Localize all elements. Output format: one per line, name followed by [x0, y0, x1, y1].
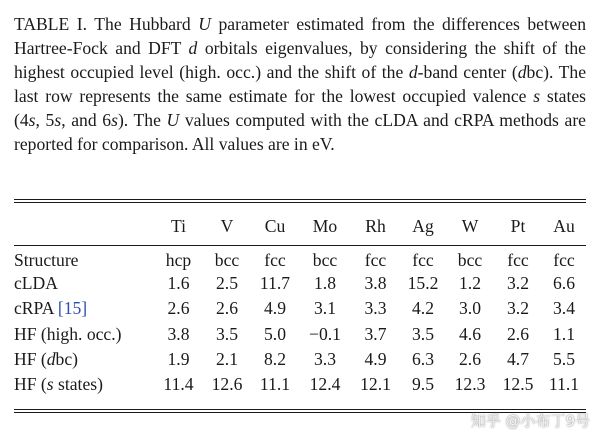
column-header: Mo [312, 215, 338, 236]
table-cell: hcp [165, 250, 192, 271]
table-cell: 4.2 [412, 298, 434, 319]
table-cell: 3.3 [314, 348, 336, 369]
row-label: Structure [14, 250, 79, 271]
table-cell: 12.4 [309, 374, 341, 395]
table-cell: bcc [312, 250, 338, 271]
table-cell: 11.1 [548, 374, 580, 395]
table-cell: fcc [553, 250, 575, 271]
table-cell: 1.2 [459, 273, 481, 294]
table-cell: 8.2 [264, 348, 286, 369]
column-header: Ti [170, 215, 187, 236]
table-cell: 15.2 [407, 273, 439, 294]
table-cell: 12.6 [211, 374, 243, 395]
table-row-hf-dbc [14, 347, 586, 372]
caption-label: TABLE I. [14, 14, 88, 34]
table-cell: bcc [214, 250, 240, 271]
table-cell: 2.6 [459, 348, 481, 369]
table-cell: fcc [507, 250, 529, 271]
table-cell: 9.5 [412, 374, 434, 395]
top-rule-2 [14, 202, 586, 203]
table-cell: 5.0 [264, 323, 286, 344]
table-cell: −0.1 [309, 323, 341, 344]
row-label: HF (dbc) [14, 348, 79, 369]
row-label: cRPA [15] [14, 298, 88, 319]
table-cell: 11.4 [163, 374, 194, 395]
table-cell: fcc [264, 250, 286, 271]
table-cell: 3.2 [507, 273, 529, 294]
table-cell: 6.6 [553, 273, 575, 294]
table-cell: 4.9 [264, 298, 286, 319]
table-cell: 3.3 [364, 298, 387, 319]
column-header: Cu [264, 215, 286, 236]
table-cell: 4.7 [507, 348, 529, 369]
table-cell: 11.7 [259, 273, 291, 294]
table-cell: 1.6 [167, 273, 190, 294]
table-cell: 2.5 [216, 273, 238, 294]
table-cell: 4.6 [459, 323, 481, 344]
table-cell: 11.1 [259, 374, 291, 395]
row-label: HF (s states) [14, 374, 103, 395]
table-cell: 5.5 [553, 348, 575, 369]
table-cell: fcc [364, 250, 387, 271]
table-cell: 2.6 [167, 298, 190, 319]
table-cell: 2.6 [216, 298, 238, 319]
row-label: cLDA [14, 273, 58, 294]
table-cell: 6.3 [412, 348, 434, 369]
table-cell: 3.5 [216, 323, 238, 344]
table-cell: 3.8 [167, 323, 190, 344]
table-cell: 2.6 [507, 323, 529, 344]
hubbard-u-table [14, 206, 586, 397]
caption-text: TABLE I. The Hubbard U parameter estimated from the differences between Hartree-Fock and DFT d orbitals eigenvalues, by considering the shift of the highest occupied level (high. occ.) and the shift of the d-band center (dbc). The last row represents the same estimate for the lowest occupied valence s states (4s, 5s, and 6s). The U values computed with the cLDA and cRPA methods are reported for comparison. All values are in eV. [14, 14, 587, 154]
column-header: Ag [412, 215, 434, 236]
column-header: V [220, 215, 234, 236]
table-cell: 3.5 [412, 323, 434, 344]
table-cell: 1.9 [167, 348, 190, 369]
column-header: Au [553, 215, 575, 236]
top-rule-1 [14, 199, 586, 200]
table-cell: 3.2 [507, 298, 529, 319]
column-header: Rh [365, 215, 386, 236]
table-cell: 12.3 [454, 374, 486, 395]
row-label: HF (high. occ.) [14, 323, 122, 344]
table-row-hf-s-states [14, 372, 586, 397]
header-corner [14, 206, 154, 246]
table-cell: 3.1 [314, 298, 336, 319]
citation-link[interactable]: [15] [57, 298, 88, 319]
column-header: W [461, 215, 479, 236]
table-cell: 2.1 [216, 348, 238, 369]
table-cell: 3.0 [459, 298, 481, 319]
table-cell: 12.5 [502, 374, 534, 395]
watermark: 知乎 @小布丁9号 [470, 412, 590, 430]
table-cell: 12.1 [360, 374, 391, 395]
table-row-clda [14, 271, 586, 296]
table-cell: 3.7 [364, 323, 387, 344]
column-header: Pt [510, 215, 526, 236]
table-cell: bcc [457, 250, 483, 271]
table-cell: 1.1 [553, 323, 575, 344]
table-row-crpa [14, 296, 586, 321]
header-row [14, 206, 586, 246]
table-caption [14, 12, 586, 156]
table-row-structure [14, 246, 586, 271]
table-cell: fcc [412, 250, 434, 271]
table-row-hf-high-occ [14, 322, 586, 347]
table-cell: 1.8 [314, 273, 336, 294]
table-cell: 4.9 [364, 348, 387, 369]
table-cell: 3.4 [553, 298, 575, 319]
table-cell: 3.8 [364, 273, 387, 294]
